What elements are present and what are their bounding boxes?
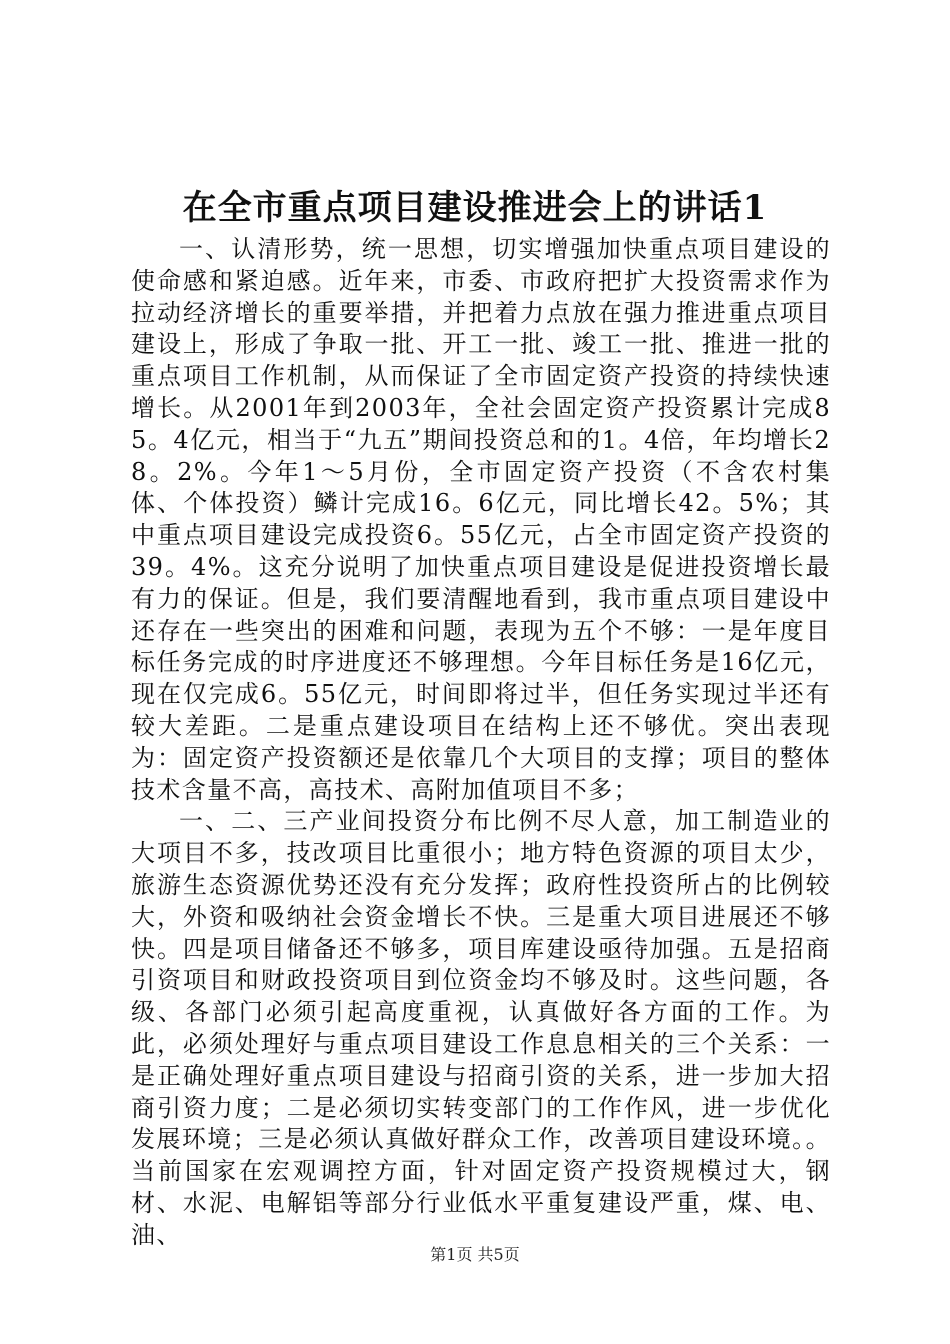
paragraph-1: 一、认清形势，统一思想，切实增强加快重点项目建设的使命感和紧迫感。近年来，市委、市政府把扩大投资需求作为拉动经济增长的重要举措，并把着力点放在强力推进重点项目建设上，形成了争取一批、开工一批、竣工一批、推进一批的重点项目工作机制，从而保证了全市固定资产投资的持续快速增长。从2001年到2003年，全社会固定资产投资累计完成85。4亿元，相当于“九五”期间投资总和的1。4倍，年均增长28。2%。今年1～5月份，全市固定资产投资（不含农村集体、个体投资）鳞计完成16。6亿元，同比增长42。5%；其中重点项目建设完成投资6。55亿元，占全市固定资产投资的39。4%。这充分说明了加快重点项目建设是促进投资增长最有力的保证。但是，我们要清醒地看到，我市重点项目建设中还存在一些突出的困难和问题，表现为五个不够：一是年度目标任务完成的时序进度还不够理想。今年目标任务是16亿元，现在仅完成6。55亿元，时间即将过半，但任务实现过半还有较大差距。二是重点建设项目在结构上还不够优。突出表现为：固定资产投资额还是依靠几个大项目的支撑；项目的整体技术含量不高，高技术、高附加值项目不多； [131, 235, 831, 804]
paragraph-2: 一、二、三产业间投资分布比例不尽人意，加工制造业的大项目不多，技改项目比重很小；地方特色资源的项目太少，旅游生态资源优势还没有充分发挥；政府性投资所占的比例较大，外资和吸纳社会资金增长不快。三是重大项目进展还不够快。四是项目储备还不够多，项目库建设亟待加强。五是招商引资项目和财政投资项目到位资金均不够及时。这些问题，各级、各部门必须引起高度重视，认真做好各方面的工作。为此，必须处理好与重点项目建设工作息息相关的三个关系：一是正确处理好重点项目建设与招商引资的关系，进一步加大招商引资力度；二是必须切实转变部门的工作作风，进一步优化发展环境；三是必须认真做好群众工作，改善项目建设环境。。当前国家在宏观调控方面，针对固定资产投资规模过大，钢材、水泥、电解铝等部分行业低水平重复建设严重，煤、电、油、 [131, 807, 831, 1249]
document-title: 在全市重点项目建设推进会上的讲话1 [182, 188, 768, 228]
page-footer: 第1页 共5页 [430, 1245, 520, 1264]
document-body [131, 234, 831, 1252]
